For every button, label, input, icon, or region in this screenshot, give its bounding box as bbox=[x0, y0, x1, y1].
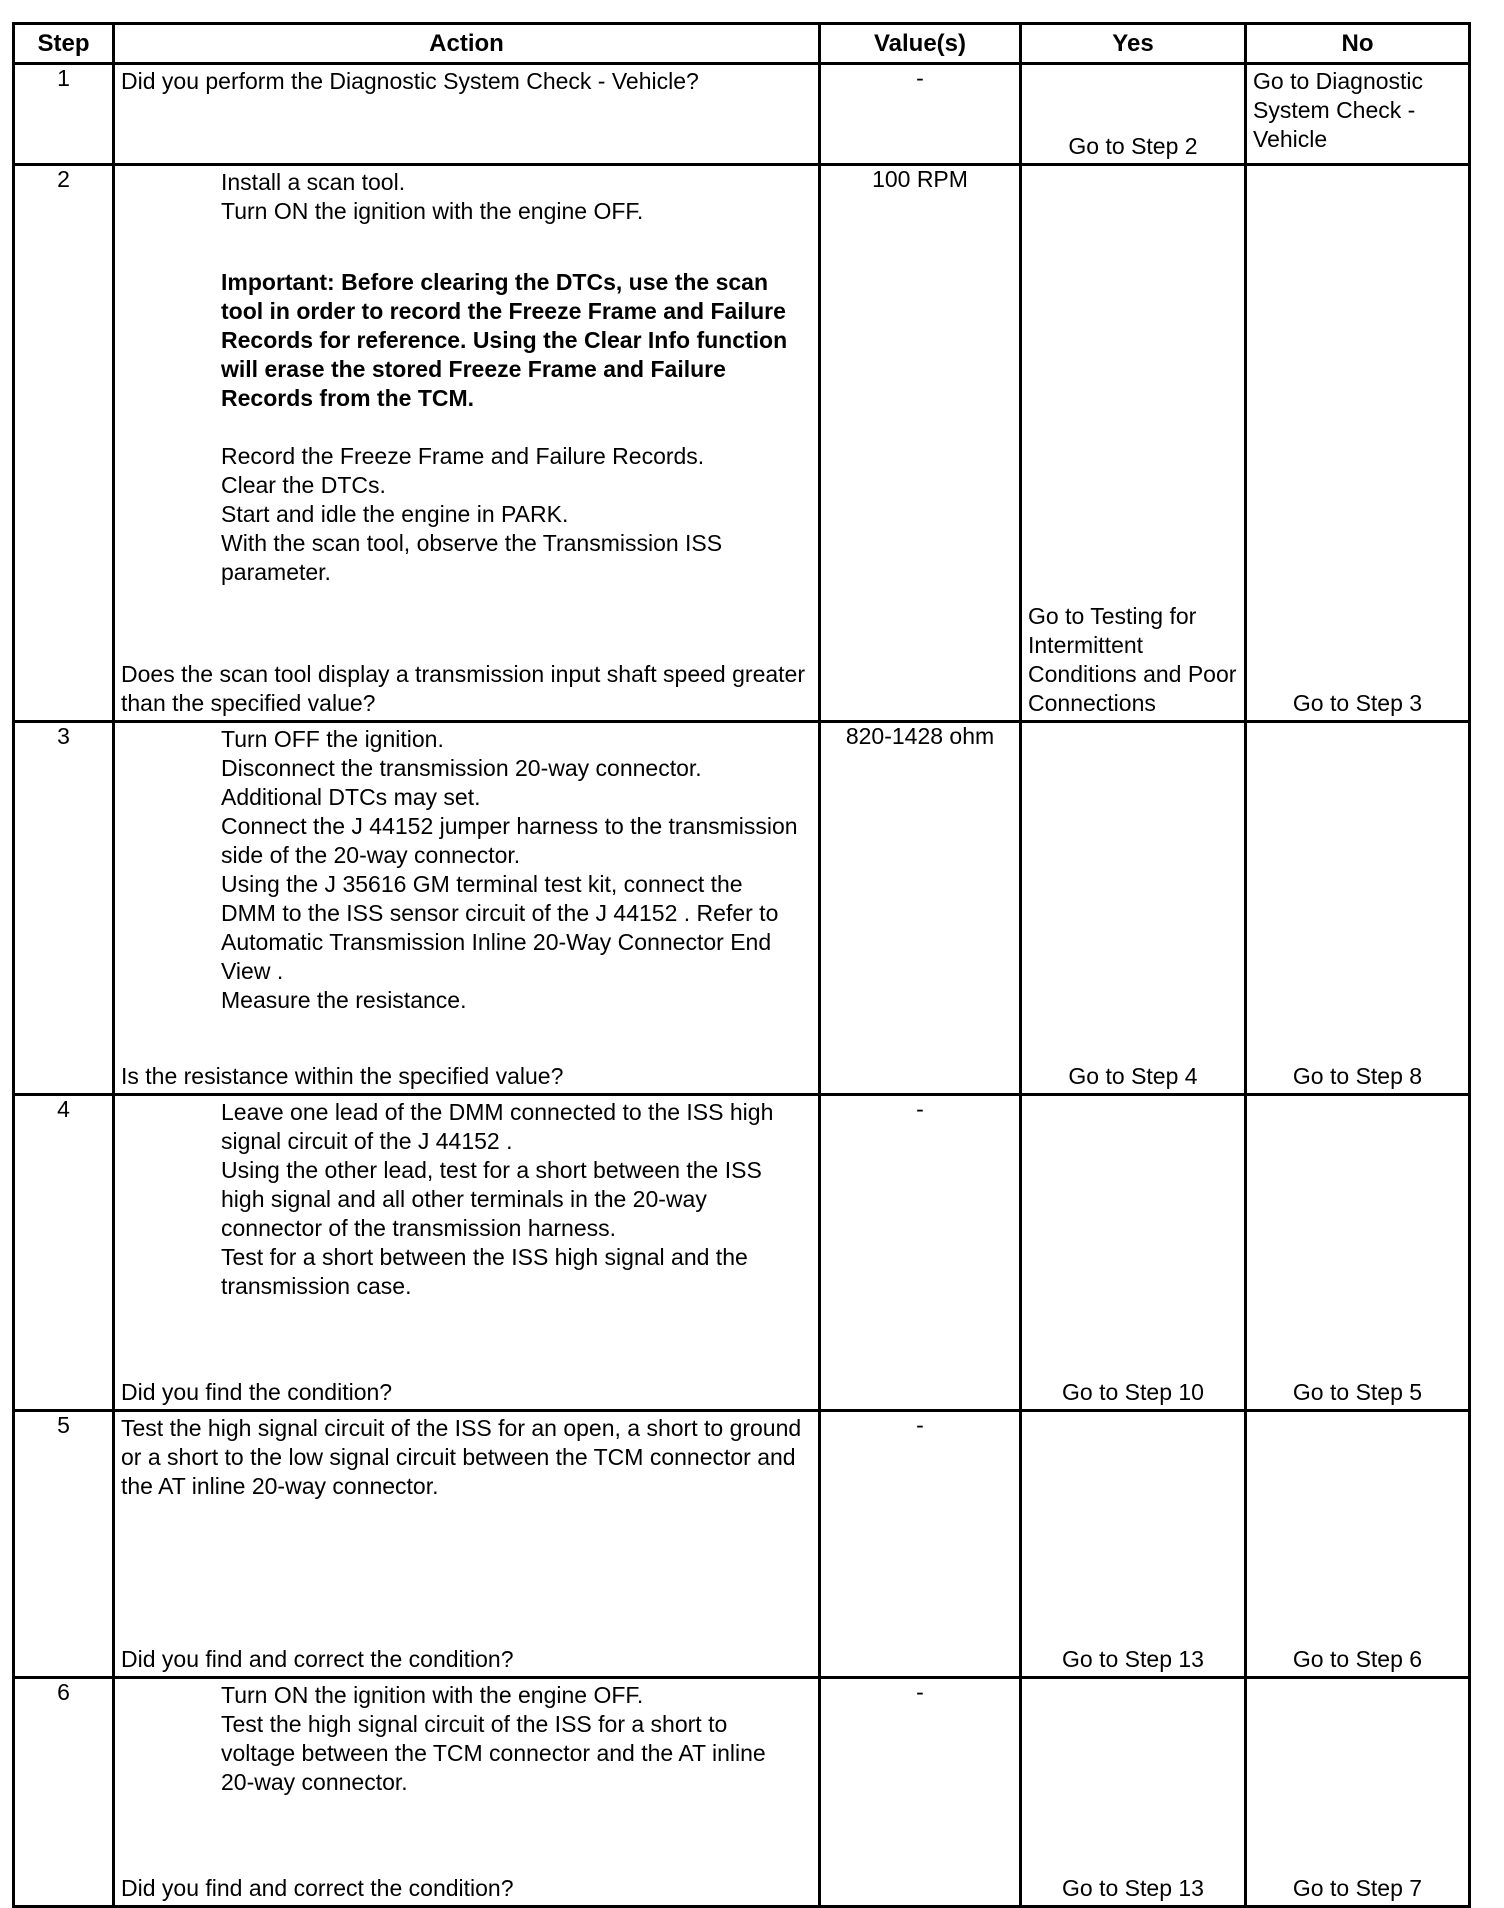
action-substep: Test the high signal circuit of the ISS for a short to voltage between the TCM connector and the AT inline 20-way connector. bbox=[221, 1711, 766, 1795]
no-link[interactable]: Go to Step 8 bbox=[1292, 1063, 1423, 1089]
header-value: Value(s) bbox=[820, 24, 1021, 64]
yes-link[interactable]: Go to Step 4 bbox=[1068, 1063, 1198, 1089]
table-row-step-3 bbox=[14, 722, 1470, 1095]
header-row bbox=[14, 24, 1470, 64]
diagnostic-table bbox=[12, 22, 1471, 1908]
action-substep: With the scan tool, observe the Transmission ISS parameter. bbox=[221, 530, 723, 585]
no-link[interactable]: Go to Diagnostic System Check - Vehicle bbox=[1253, 68, 1424, 152]
header-action: Action bbox=[114, 24, 820, 64]
step-number: 5 bbox=[14, 1411, 114, 1678]
step-number: 3 bbox=[14, 722, 114, 1095]
action-text: Test the high signal circuit of the ISS for an open, a short to ground or a short to the low signal circuit between the TCM connector and the AT inline 20-way connector. bbox=[121, 1415, 802, 1499]
no-link[interactable]: Go to Step 6 bbox=[1292, 1646, 1423, 1672]
action-substep: Connect the J 44152 jumper harness to the transmission side of the 20-way connector. bbox=[221, 813, 798, 868]
step-number: 4 bbox=[14, 1095, 114, 1411]
table-row-step-6 bbox=[14, 1678, 1470, 1907]
yes-link[interactable]: Go to Step 10 bbox=[1062, 1379, 1204, 1405]
action-question: Is the resistance within the specified value? bbox=[121, 1063, 564, 1089]
action-substep: Test for a short between the ISS high signal and the transmission case. bbox=[221, 1244, 748, 1299]
no-link[interactable]: Go to Step 7 bbox=[1292, 1875, 1423, 1901]
action-substep: Start and idle the engine in PARK. bbox=[221, 501, 569, 527]
value-cell: - bbox=[820, 1095, 1021, 1411]
action-question: Did you find the condition? bbox=[121, 1379, 393, 1405]
header-yes: Yes bbox=[1021, 24, 1246, 64]
action-substep: Install a scan tool. bbox=[221, 169, 406, 195]
step-number: 1 bbox=[14, 64, 114, 165]
yes-link[interactable]: Go to Step 13 bbox=[1062, 1875, 1204, 1901]
important-note: Important: Before clearing the DTCs, use the scan tool in order to record the Freeze Frame and Failure Records for reference. Using the Clear Info function will erase the stored Freeze Frame and Failure Records from the TCM. bbox=[221, 269, 788, 411]
yes-link[interactable]: Go to Step 13 bbox=[1062, 1646, 1204, 1672]
action-substep: Using the other lead, test for a short between the ISS high signal and all other terminals in the 20-way connector of the transmission harness. bbox=[221, 1157, 762, 1241]
yes-link[interactable]: Go to Testing for Intermittent Conditions and Poor Connections bbox=[1028, 603, 1237, 716]
header-step: Step bbox=[14, 24, 114, 64]
action-question: Does the scan tool display a transmission input shaft speed greater than the specified value? bbox=[121, 661, 805, 716]
yes-link[interactable]: Go to Step 2 bbox=[1068, 133, 1198, 159]
table-row-step-2 bbox=[14, 165, 1470, 722]
action-steps bbox=[121, 1681, 812, 1797]
action-substep: Turn OFF the ignition. bbox=[221, 726, 444, 752]
action-substep: Turn ON the ignition with the engine OFF. bbox=[221, 1682, 644, 1708]
value-cell: - bbox=[820, 1678, 1021, 1907]
action-question: Did you find and correct the condition? bbox=[121, 1875, 514, 1901]
action-substep: Record the Freeze Frame and Failure Records. bbox=[221, 443, 705, 469]
action-substep: Using the J 35616 GM terminal test kit, connect the DMM to the ISS sensor circuit of the J 44152 . Refer to Automatic Transmission Inline 20-Way Connector End View . bbox=[221, 871, 779, 984]
action-question: Did you find and correct the condition? bbox=[121, 1646, 514, 1672]
action-substep: Measure the resistance. bbox=[221, 987, 467, 1013]
no-link[interactable]: Go to Step 3 bbox=[1292, 690, 1423, 716]
table-row-step-5 bbox=[14, 1411, 1470, 1678]
action-substep: Turn ON the ignition with the engine OFF. bbox=[221, 198, 644, 224]
action-substep: Leave one lead of the DMM connected to the ISS high signal circuit of the J 44152 . bbox=[221, 1099, 774, 1154]
action-text: Did you perform the Diagnostic System Check - Vehicle? bbox=[121, 68, 699, 94]
value-cell: 820-1428 ohm bbox=[820, 722, 1021, 1095]
action-substep: Disconnect the transmission 20-way connector. Additional DTCs may set. bbox=[221, 755, 702, 810]
table-row-step-4 bbox=[14, 1095, 1470, 1411]
action-steps bbox=[121, 168, 812, 587]
action-steps bbox=[121, 725, 812, 1015]
action-steps bbox=[121, 1098, 812, 1301]
value-cell: - bbox=[820, 64, 1021, 165]
action-substep: Clear the DTCs. bbox=[221, 472, 386, 498]
step-number: 2 bbox=[14, 165, 114, 722]
no-link[interactable]: Go to Step 5 bbox=[1292, 1379, 1423, 1405]
value-cell: 100 RPM bbox=[820, 165, 1021, 722]
header-no: No bbox=[1246, 24, 1470, 64]
step-number: 6 bbox=[14, 1678, 114, 1907]
table-row-step-1 bbox=[14, 64, 1470, 165]
value-cell: - bbox=[820, 1411, 1021, 1678]
